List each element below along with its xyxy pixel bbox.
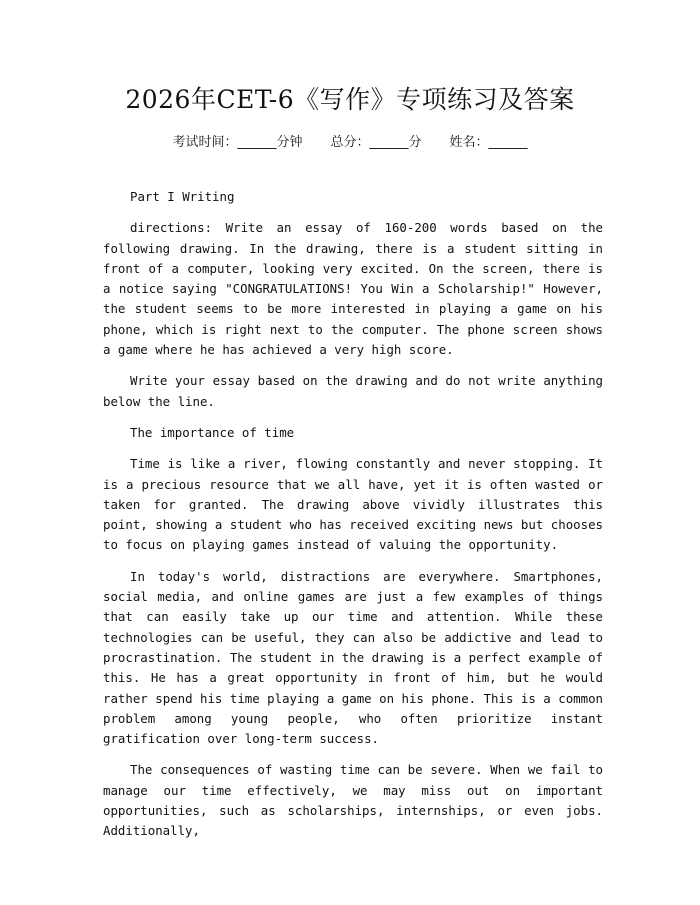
exam-time-field: 考试时间：______分钟 bbox=[172, 135, 303, 150]
section-heading: Part I Writing bbox=[130, 189, 235, 204]
essay-title: The importance of time bbox=[130, 424, 295, 440]
student-name-field: 姓名：______ bbox=[449, 135, 528, 150]
exam-meta-line bbox=[0, 131, 700, 150]
instruction-paragraph: Write your essay based on the drawing and do not write anything below the line. bbox=[103, 373, 603, 409]
total-score-field: 总分：______分 bbox=[330, 135, 422, 150]
essay-paragraph: Time is like a river, flowing constantly and never stopping. It is a precious resource that we all have, yet it is often wasted or taken for granted. The drawing above vividly illustrates this point, showing a student who has received exciting news but chooses to focus on playing games instead of valuing the opportunity. bbox=[103, 456, 603, 553]
directions-paragraph: directions: Write an essay of 160-200 words based on the following drawing. In the drawing, there is a student sitting in front of a computer, looking very excited. On the screen, there is a notice saying "CONGRATULATIONS! You Win a Scholarship!" However, the student seems to be more interested in playing a game on his phone, which is right next to the computer. The phone screen shows a game where he has achieved a very high score. bbox=[103, 220, 603, 358]
essay-paragraph: The consequences of wasting time can be severe. When we fail to manage our time effectively, we may miss out on important opportunities, such as scholarships, internships, or even jobs. Additionally, bbox=[103, 762, 603, 839]
document-title: 2026年CET-6《写作》专项练习及答案 bbox=[125, 85, 575, 114]
essay-paragraph: In today's world, distractions are everywhere. Smartphones, social media, and online games are just a few examples of things that can easily take up our time and attention. While these technologies can be useful, they can also be addictive and lead to procrastination. The student in the drawing is a perfect example of this. He has a great opportunity in front of him, but he would rather spend his time playing a game on his phone. This is a common problem among young people, who often prioritize instant gratification over long-term success. bbox=[103, 568, 603, 747]
document-body bbox=[103, 187, 603, 853]
